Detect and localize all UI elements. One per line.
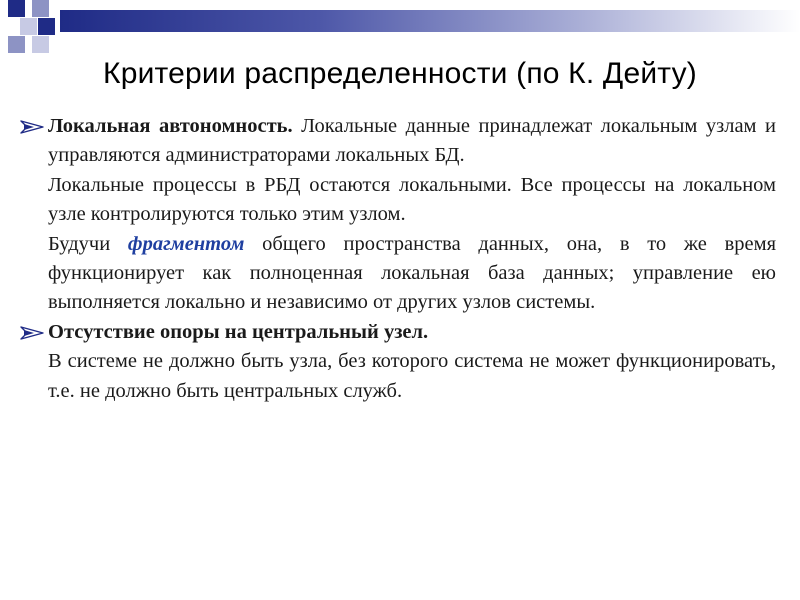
bullet-paragraph	[48, 112, 776, 171]
arrow-bullet-icon	[20, 326, 44, 340]
bullet-paragraph	[48, 230, 776, 318]
bullet-heading: Локальная автономность.	[48, 115, 293, 137]
header-square	[8, 0, 25, 17]
bullet-paragraph	[48, 347, 776, 406]
bullet-text: В системе не должно быть узла, без которого система не может функционировать, т.е. не должно быть центральных служб.	[48, 350, 776, 402]
header-square	[8, 36, 25, 53]
emphasis-term: фрагментом	[127, 232, 245, 255]
header-square	[32, 0, 49, 17]
arrow-bullet-icon	[20, 120, 44, 134]
bullet-item-autonomy	[20, 112, 776, 318]
header-square	[20, 18, 37, 35]
header-gradient-band	[60, 10, 800, 32]
bullet-paragraph	[48, 318, 776, 347]
bullet-text: Будучи	[48, 232, 111, 255]
bullet-text: Локальные процессы в РБД остаются локальными. Все процессы на локальном узле контролируются только этим узлом.	[48, 173, 776, 226]
bullet-text: общего пространства данных, она, в то же время функционирует как полноценная локальная база данных; управление ею выполняется локально и независимо от других узлов системы.	[48, 232, 777, 314]
header-square	[38, 18, 55, 35]
slide-title: Критерии распределенности (по К. Дейту)	[103, 57, 697, 90]
bullet-paragraph	[48, 171, 776, 230]
header-square	[32, 36, 49, 53]
bullet-heading: Отсутствие опоры на центральный узел.	[48, 320, 429, 343]
bullet-item-no-central-node	[20, 318, 776, 406]
slide-content	[20, 112, 776, 406]
bullet-text: Локальные данные принадлежат локальным узлам и управляются администраторами локальных БД.	[48, 115, 777, 167]
